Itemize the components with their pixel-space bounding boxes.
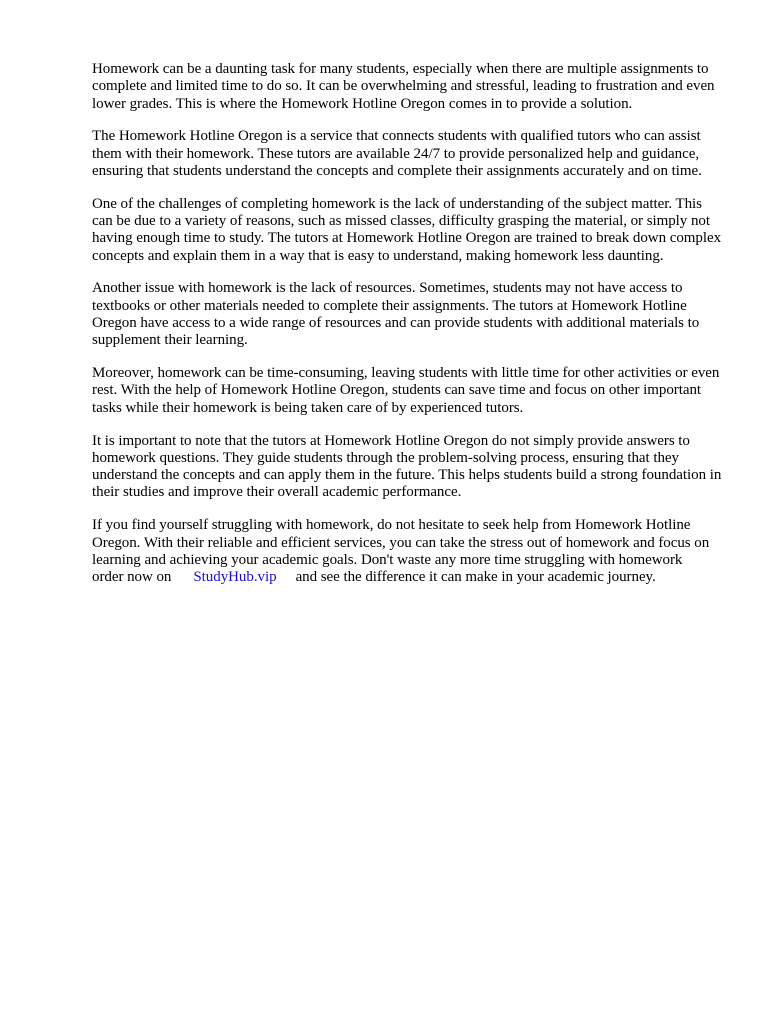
paragraph-challenges: One of the challenges of completing homework is the lack of understanding of the subject matter. This can be due to a variety of reasons, such as missed classes, difficulty grasping the material, or simply not having enough time to study. The tutors at Homework Hotline Oregon are trained to break down complex concepts and explain them in a way that is easy to understand, making homework less daunting. — [92, 195, 722, 264]
cta-order-text: order now on — [92, 569, 172, 586]
studyhub-link[interactable]: StudyHub.vip — [193, 569, 277, 586]
paragraph-guidance: It is important to note that the tutors at Homework Hotline Oregon do not simply provide answers to homework questions. They guide students through the problem-solving process, ensuring that they understand the concepts and can apply them in the future. This helps students build a strong foundation in their studies and improve their overall academic performance. — [92, 432, 722, 501]
paragraph-service: The Homework Hotline Oregon is a service that connects students with qualified tutors who can assist them with their homework. These tutors are available 24/7 to provide personalized help and guidance, ensuring that students understand the concepts and complete their assignments accurately and on time. — [92, 128, 702, 179]
paragraph-call-to-action — [92, 517, 722, 586]
paragraph-time: Moreover, homework can be time-consuming, leaving students with little time for other activities or even rest. With the help of Homework Hotline Oregon, students can save time and focus on other important tasks while their homework is being taken care of by experienced tutors. — [92, 365, 720, 416]
cta-lead-text: If you find yourself struggling with homework, do not hesitate to seek help from Homework Hotline Oregon. With their reliable and efficient services, you can take the stress out of homework and focus on learning and achieving your academic goals. Don't waste any more time struggling with homework — [92, 517, 710, 568]
paragraph-resources: Another issue with homework is the lack of resources. Sometimes, students may not have access to textbooks or other materials needed to complete their assignments. The tutors at Homework Hotline Oregon have access to a wide range of resources and can provide students with additional materials to supplement their learning. — [92, 280, 700, 349]
cta-tail-text: and see the difference it can make in your academic journey. — [295, 569, 656, 586]
paragraph-intro: Homework can be a daunting task for many students, especially when there are multiple assignments to complete and limited time to do so. It can be overwhelming and stressful, leading to frustration and even lower grades. This is where the Homework Hotline Oregon comes in to provide a solution. — [92, 61, 715, 112]
document-body — [92, 61, 722, 602]
